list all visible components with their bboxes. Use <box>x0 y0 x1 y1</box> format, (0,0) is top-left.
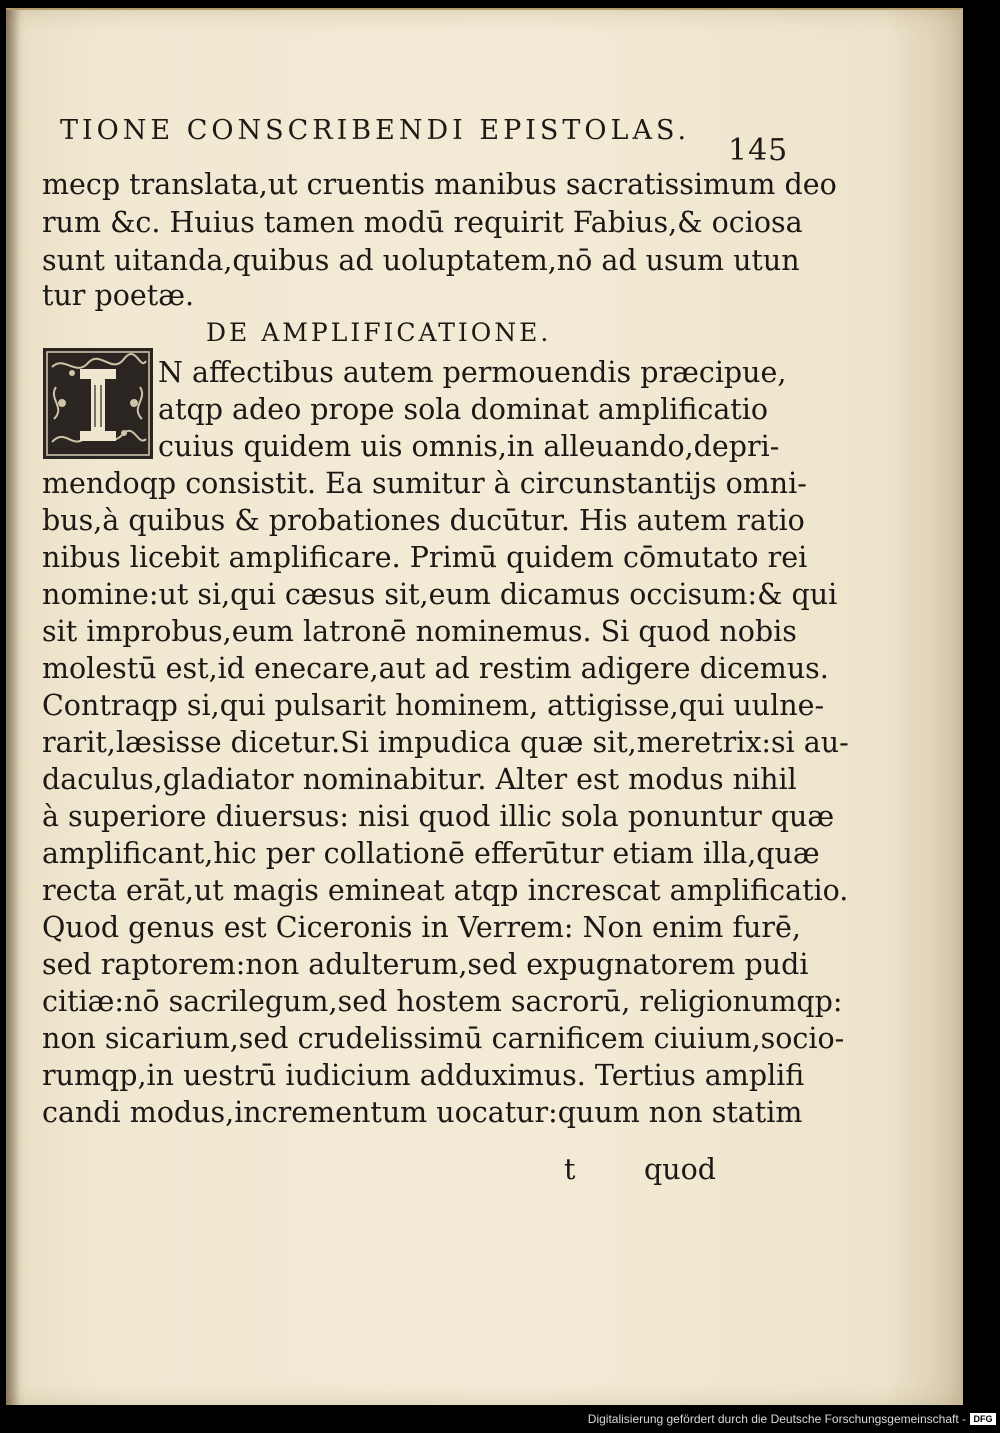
text-line: bus,à quibus & probationes ducūtur. His autem ratio <box>42 504 805 537</box>
running-head: TIONE CONSCRIBENDI EPISTOLAS. <box>60 115 691 146</box>
text-line: sed raptorem:non adulterum,sed expugnatorem pudi <box>42 948 809 981</box>
footer-bar <box>0 1405 1000 1433</box>
section-heading: DE AMPLIFICATIONE. <box>206 318 552 347</box>
text-line: rumqp,in uestrū iudicium adduximus. Tertius amplifi <box>42 1059 805 1092</box>
text-line: tur poetæ. <box>42 279 195 312</box>
text-line: cuius quidem uis omnis,in alleuando,depri- <box>158 430 780 463</box>
text-line: nibus licebit amplificare. Primū quidem cōmutato rei <box>42 541 808 574</box>
text-line: amplificant,hic per collationē efferūtur etiam illa,quæ <box>42 837 820 870</box>
text-line: citiæ:nō sacrilegum,sed hostem sacrorū, religionumqp: <box>42 985 843 1018</box>
decorated-initial-icon <box>42 347 154 460</box>
page-number: 145 <box>728 133 789 168</box>
text-line: à superiore diuersus: nisi quod illic sola ponuntur quæ <box>42 800 835 833</box>
text-line: atqp adeo prope sola dominat amplificatio <box>158 393 769 426</box>
text-line: Quod genus est Ciceronis in Verrem: Non enim furē, <box>42 911 801 944</box>
text-line: non sicarium,sed crudelissimū carnificem ciuium,socio- <box>42 1022 845 1055</box>
text-line: recta erāt,ut magis emineat atqp increscat amplificatio. <box>42 874 849 907</box>
text-line: sunt uitanda,quibus ad uoluptatem,nō ad usum utun <box>42 244 800 277</box>
text-line: mendoqp consistit. Ea sumitur à circunstantijs omni- <box>42 467 807 500</box>
catchword-line <box>564 1152 724 1188</box>
gutter-shadow <box>6 10 20 1406</box>
text-line: rum &c. Huius tamen modū requirit Fabius,& ociosa <box>42 206 803 239</box>
text-line: molestū est,id enecare,aut ad restim adigere dicemus. <box>42 652 829 685</box>
signature-mark: t <box>564 1153 576 1186</box>
book-page <box>6 8 963 1406</box>
text-line: Contraqp si,qui pulsarit hominem, attigisse,qui uulne- <box>42 689 825 722</box>
text-line: mecp translata,ut cruentis manibus sacratissimum deo <box>42 168 837 201</box>
text-line: candi modus,incrementum uocatur:quum non statim <box>42 1096 803 1129</box>
text-line: nomine:ut si,qui cæsus sit,eum dicamus occisum:& qui <box>42 578 838 611</box>
funding-credit: Digitalisierung gefördert durch die Deutsche Forschungsgemeinschaft - <box>587 1412 966 1426</box>
text-line: daculus,gladiator nominabitur. Alter est modus nihil <box>42 763 797 796</box>
catchword: quod <box>644 1153 717 1186</box>
text-line: sit improbus,eum latronē nominemus. Si quod nobis <box>42 615 797 648</box>
text-line: rarit,læsisse dicetur.Si impudica quæ sit,meretrix:si au- <box>42 726 849 759</box>
text-line: N affectibus autem permouendis præcipue, <box>158 356 787 389</box>
dfg-logo-icon: DFG <box>970 1413 996 1425</box>
decorated-initial <box>42 347 154 460</box>
